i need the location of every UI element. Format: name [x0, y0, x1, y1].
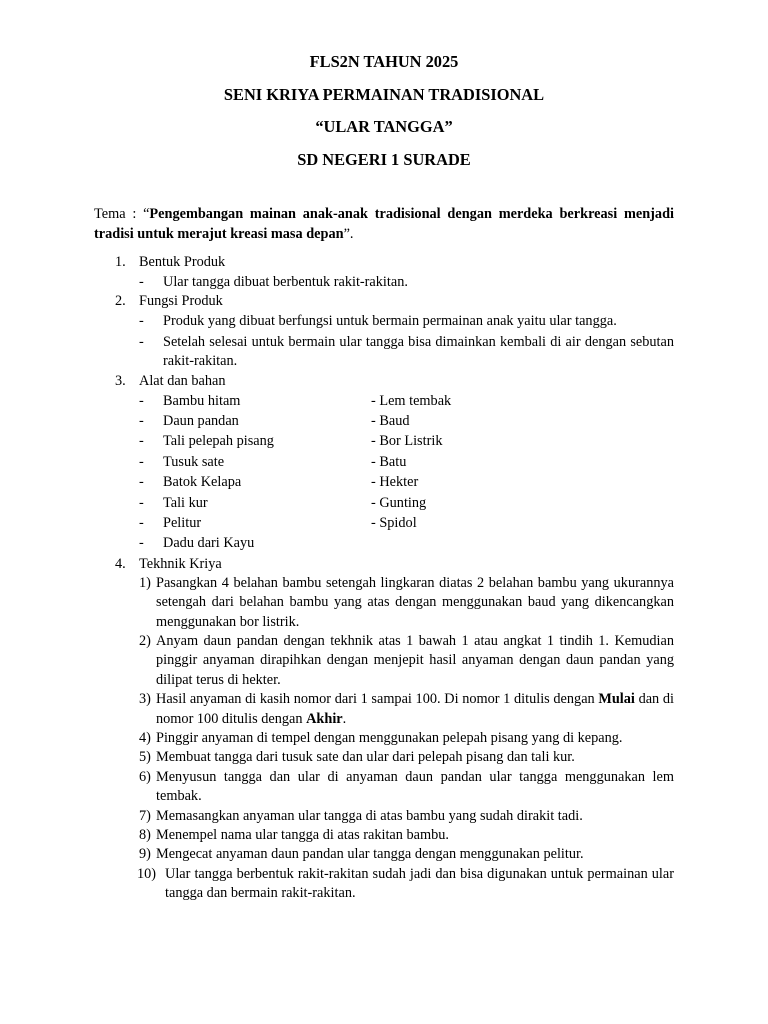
title-line-product: “ULAR TANGGA” — [315, 117, 453, 137]
material-left: Tali pelepah pisang — [163, 433, 274, 450]
step-text: Menempel nama ular tangga di atas rakitan bambu. — [156, 827, 449, 844]
material-row — [0, 494, 768, 514]
material-left: Tusuk sate — [163, 453, 225, 470]
section-heading — [0, 372, 768, 392]
step-item — [0, 845, 674, 864]
step-item — [0, 865, 674, 904]
material-row — [0, 534, 768, 554]
step-text: Anyam daun pandan dengan tekhnik atas 1 bawah 1 atau angkat 1 tindih 1. Kemudian pinggir anyaman dirapihkan dengan menjepit hasil anyaman dengan daun pandan yang dilipat terus di hekter. — [156, 632, 674, 688]
dash-bullet: - — [139, 392, 144, 409]
step-number: 9) — [139, 846, 151, 863]
step-number: 6) — [139, 768, 151, 785]
dash-bullet: - — [139, 433, 144, 450]
content-list — [0, 253, 768, 904]
step-text: Pasangkan 4 belahan bambu setengah lingkaran diatas 2 belahan bambu yang ukurannya setengah dari belahan bambu yang atas dengan menggunakan baud yang dikencangkan menggunakan bor listrik. — [156, 574, 674, 630]
step-text-part: . — [342, 710, 347, 727]
section-title: Alat dan bahan — [139, 372, 226, 389]
step-number: 4) — [139, 730, 151, 746]
step-number: 2) — [139, 632, 151, 649]
section-alat-bahan — [0, 372, 768, 555]
material-right: - Gunting — [371, 494, 427, 511]
step-number: 1) — [139, 574, 151, 591]
section-title: Bentuk Produk — [139, 254, 226, 270]
section-tekhnik-kriya — [0, 555, 768, 904]
material-row — [0, 392, 768, 412]
step-item — [0, 574, 674, 632]
step-item — [0, 768, 674, 807]
dash-bullet: - — [139, 274, 144, 290]
section-heading — [0, 253, 768, 273]
step-number: 8) — [139, 827, 151, 844]
theme-text: Pengembangan mainan anak-anak tradisional dengan merdeka berkreasi menjadi tradisi untuk merajut kreasi masa depan — [94, 206, 675, 242]
material-right: - Spidol — [371, 514, 417, 531]
theme-paragraph — [94, 205, 674, 245]
step-text: Menyusun tangga dan ular di anyaman daun pandan ular tangga menggunakan lem tembak. — [156, 768, 674, 805]
title-line-event: FLS2N TAHUN 2025 — [309, 52, 459, 71]
dash-bullet: - — [139, 474, 144, 491]
step-number: 5) — [139, 749, 151, 766]
section-heading — [0, 555, 768, 574]
section-title: Fungsi Produk — [139, 293, 223, 310]
step-item — [0, 826, 674, 845]
step-text: Memasangkan anyaman ular tangga di atas bambu yang sudah dirakit tadi. — [156, 807, 583, 824]
step-item — [0, 807, 674, 826]
document-title — [0, 52, 768, 183]
step-item — [0, 729, 674, 748]
material-left: Tali kur — [163, 494, 208, 511]
step-text: Membuat tangga dari tusuk sate dan ular dari pelepah pisang dan tali kur. — [156, 749, 575, 766]
material-row — [0, 453, 768, 473]
list-item — [0, 312, 674, 331]
material-left: Daun pandan — [163, 413, 239, 430]
step-text: Ular tangga berbentuk rakit-rakitan sudah jadi dan bisa digunakan untuk permainan ular tangga dan bermain rakit-rakitan. — [165, 865, 674, 902]
step-number: 7) — [139, 807, 151, 824]
section-bentuk-produk — [0, 253, 768, 292]
section-heading — [0, 292, 768, 312]
theme-prefix: Tema : “ — [94, 206, 150, 222]
step-text: Pinggir anyaman di tempel dengan menggunakan pelepah pisang yang di kepang. — [156, 730, 623, 746]
material-right: - Baud — [371, 413, 410, 430]
section-number: 4. — [115, 555, 126, 572]
section-title: Tekhnik Kriya — [139, 555, 222, 572]
material-row — [0, 473, 768, 493]
step-item — [0, 748, 674, 767]
section-number: 2. — [115, 293, 126, 310]
material-left: Bambu hitam — [163, 392, 241, 409]
step-item — [0, 632, 674, 690]
dash-bullet: - — [139, 453, 144, 470]
material-row — [0, 432, 768, 452]
dash-bullet: - — [139, 333, 144, 350]
list-item — [0, 273, 674, 292]
step-number: 10) — [137, 865, 157, 882]
material-row — [0, 412, 768, 432]
dash-bullet: - — [139, 535, 144, 552]
step-text: Mengecat anyaman daun pandan ular tangga dengan menggunakan pelitur. — [156, 846, 584, 863]
list-item-text: Produk yang dibuat berfungsi untuk bermain permainan anak yaitu ular tangga. — [163, 313, 617, 330]
material-left: Dadu dari Kayu — [163, 535, 255, 552]
material-right: - Lem tembak — [371, 392, 452, 409]
dash-bullet: - — [139, 413, 144, 430]
dash-bullet: - — [139, 313, 144, 330]
step-number: 3) — [139, 691, 151, 708]
dash-bullet: - — [139, 514, 144, 531]
material-left: Batok Kelapa — [163, 474, 242, 491]
material-left: Pelitur — [163, 514, 202, 531]
material-right: - Batu — [371, 453, 407, 470]
section-number: 3. — [115, 372, 126, 389]
material-right: - Bor Listrik — [371, 433, 443, 450]
step-text-bold: Mulai — [598, 691, 635, 708]
step-text-part: Hasil anyaman di kasih nomor dari 1 sampai 100. Di nomor 1 ditulis dengan — [156, 691, 599, 708]
list-item — [0, 333, 674, 372]
title-line-category: SENI KRIYA PERMAINAN TRADISIONAL — [223, 84, 545, 104]
step-text-bold: Akhir — [306, 710, 343, 727]
material-right: - Hekter — [371, 474, 419, 491]
title-line-school: SD NEGERI 1 SURADE — [297, 150, 471, 170]
step-text-part: dan di nomor 100 ditulis dengan — [156, 691, 674, 727]
theme-suffix: ”. — [343, 225, 354, 242]
step-item — [0, 690, 674, 729]
list-item-text: Ular tangga dibuat berbentuk rakit-rakitan. — [163, 274, 408, 290]
section-number: 1. — [115, 254, 126, 270]
material-row — [0, 514, 768, 534]
list-item-text: Setelah selesai untuk bermain ular tangga bisa dimainkan kembali di air dengan sebutan rakit-rakitan. — [163, 333, 674, 370]
section-fungsi-produk — [0, 292, 768, 371]
dash-bullet: - — [139, 494, 144, 511]
